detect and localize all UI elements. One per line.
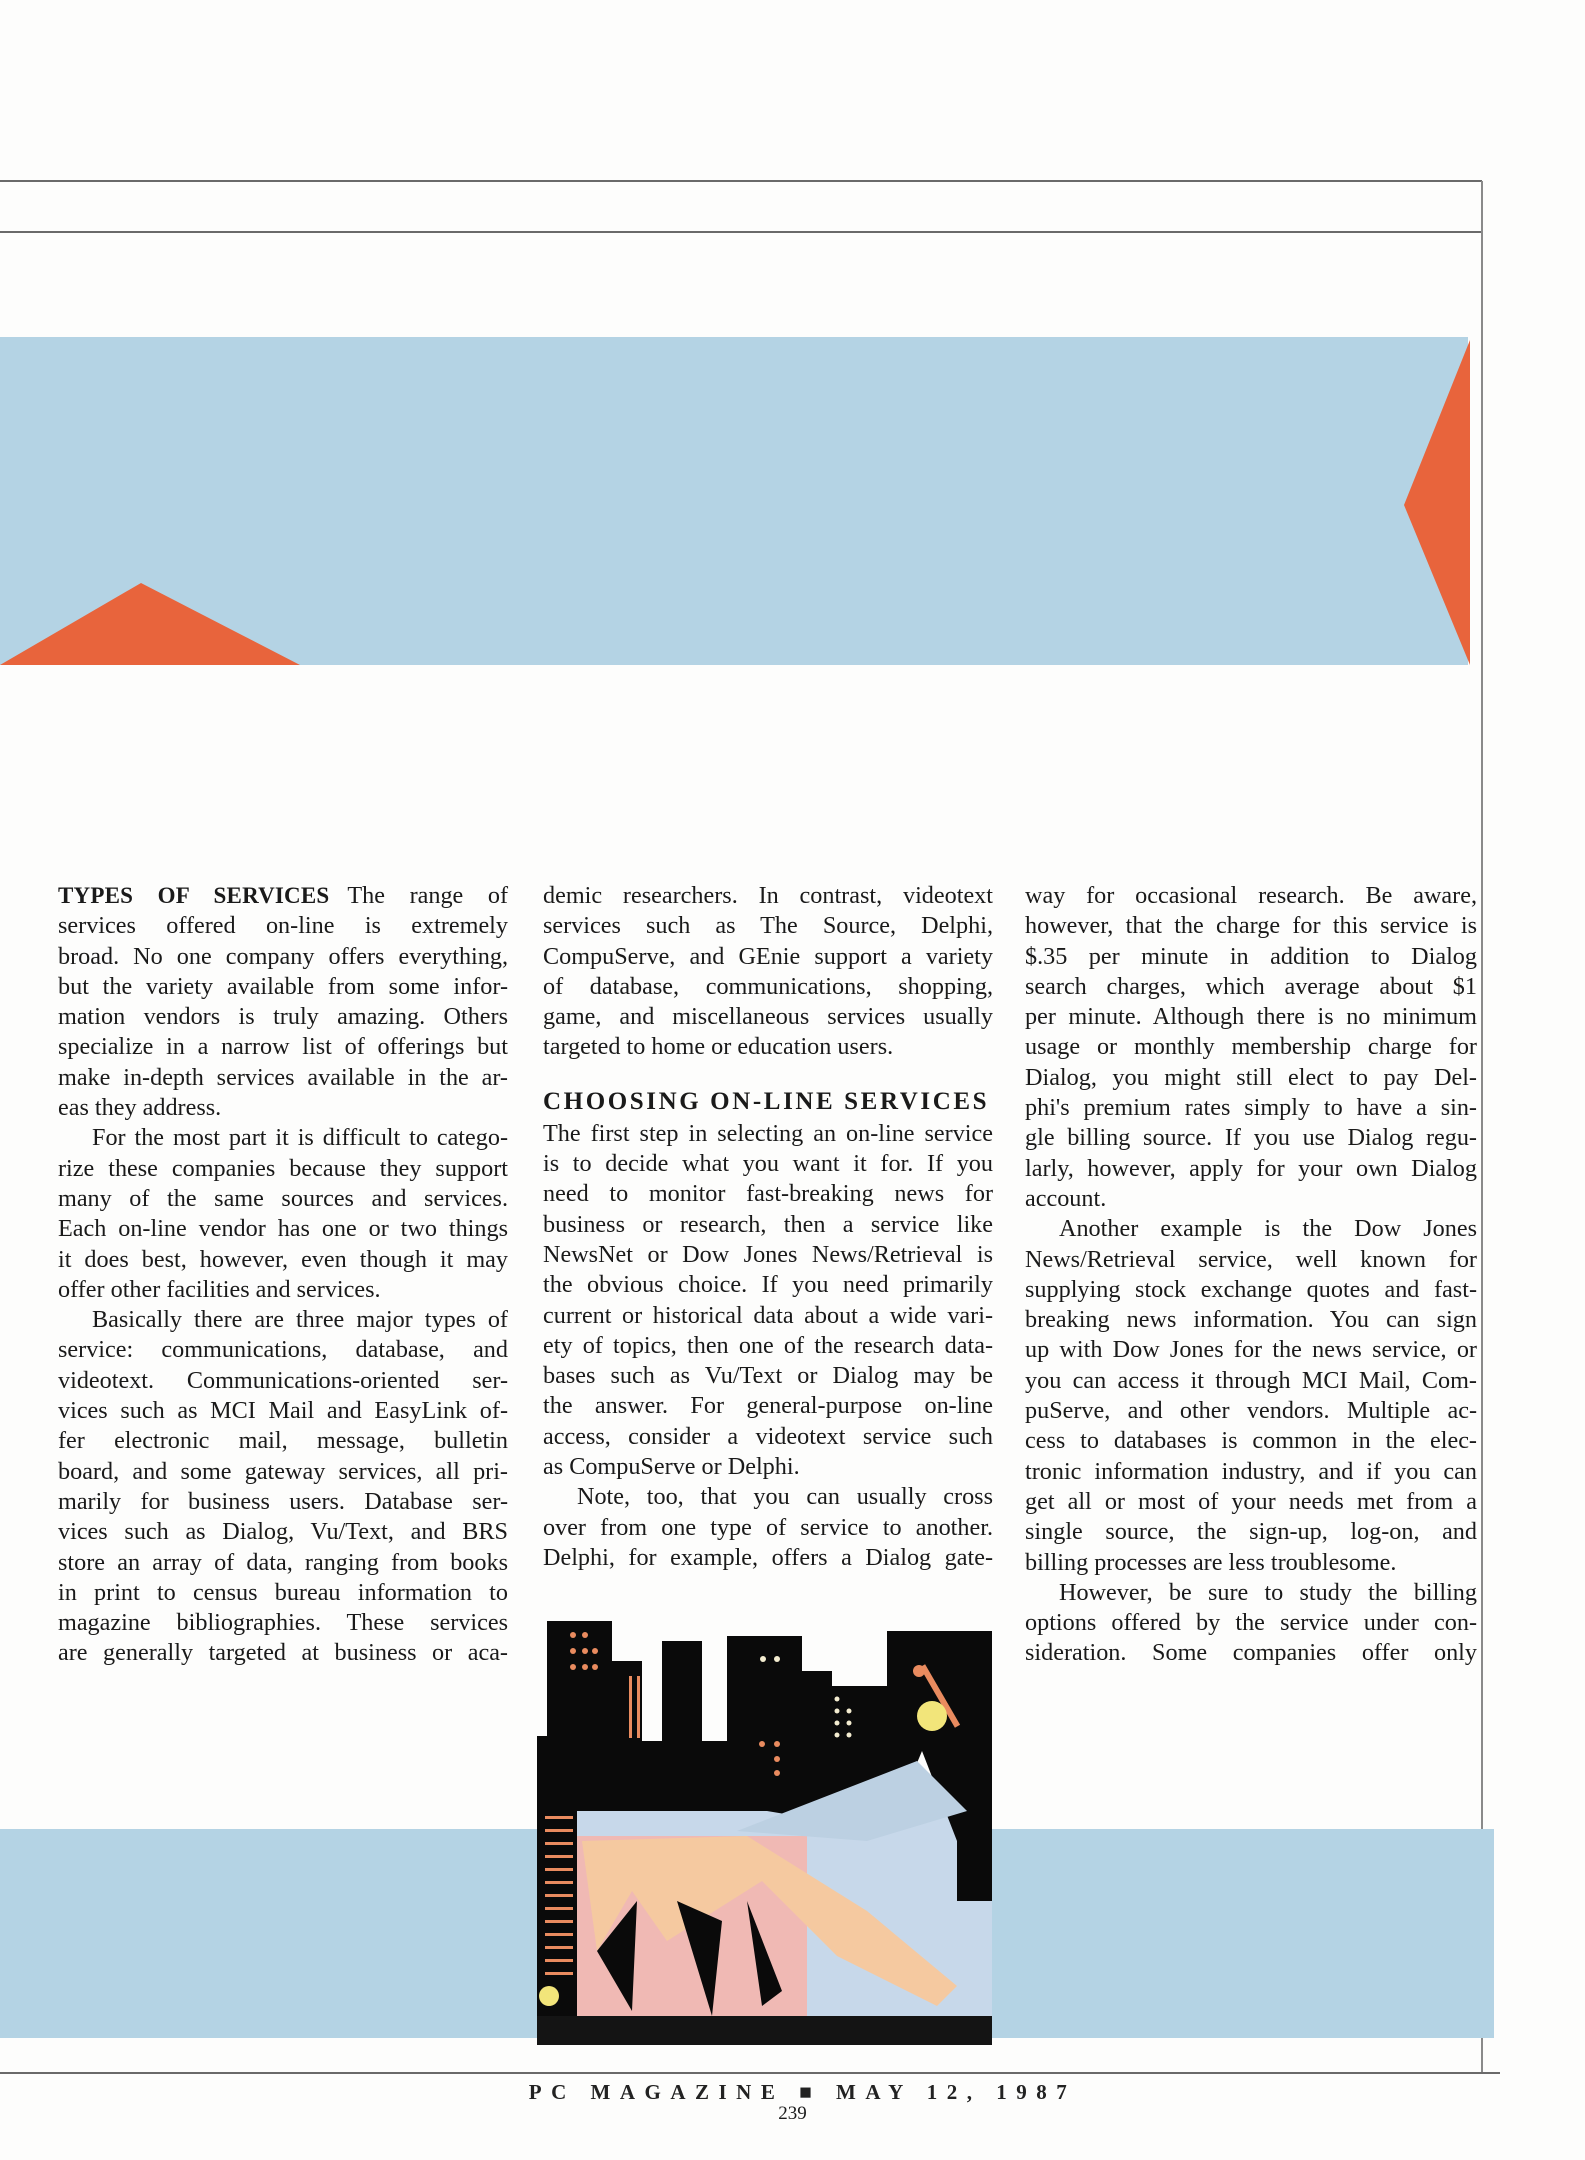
text-line: targeted to home or education users. (543, 1033, 894, 1061)
text-line: per minute. Although there is no minimum (1025, 1003, 1477, 1031)
text-line: broad. No one company offers everything, (58, 942, 508, 970)
text-line: is to decide what you want it for. If you (543, 1150, 993, 1178)
text-line: store an array of data, ranging from books (58, 1548, 508, 1576)
text-line: up with Dow Jones for the news service, or (1025, 1336, 1477, 1364)
text-line: tronic information industry, and if you can (1025, 1457, 1477, 1485)
text-line: $.35 per minute in addition to Dialog (1025, 942, 1477, 970)
text-column-3 (1025, 881, 1477, 1669)
city-skyline-hand-illustration (537, 1611, 992, 2045)
text-column-2 (543, 881, 993, 1573)
text-line: single source, the sign-up, log-on, and (1025, 1518, 1477, 1546)
text-line: Note, too, that you can usually cross (577, 1483, 993, 1511)
text-line: current or historical data about a wide vari- (543, 1301, 993, 1329)
text-line: but the variety available from some infor- (58, 972, 508, 1000)
text-line: search charges, which average about $1 (1025, 972, 1477, 1000)
bottom-rule (0, 2072, 1500, 2074)
text-line: of database, communications, shopping, (543, 972, 993, 1000)
text-line: videotext. Communications-oriented ser- (58, 1366, 508, 1394)
section-gap (543, 1063, 993, 1087)
text-line: way for occasional research. Be aware, (1025, 882, 1477, 909)
text-line: access, consider a videotext service such (543, 1422, 993, 1450)
page-number: 239 (778, 2103, 807, 2124)
text-line: offer other facilities and services. (58, 1275, 381, 1303)
text-line: board, and some gateway services, all pri- (58, 1457, 508, 1485)
text-line: the obvious choice. If you need primarily (543, 1271, 993, 1299)
text-line: marily for business users. Database ser- (58, 1487, 508, 1515)
text-line: specialize in a narrow list of offerings but (58, 1033, 508, 1061)
text-line: usage or monthly membership charge for (1025, 1033, 1477, 1061)
text-line: service: communications, database, and (58, 1336, 508, 1364)
text-line: For the most part it is difficult to catego- (92, 1124, 508, 1152)
text-line: Another example is the Dow Jones (1059, 1215, 1477, 1243)
text-line: ety of topics, then one of the research data- (543, 1331, 993, 1359)
text-line: vices such as MCI Mail and EasyLink of- (58, 1397, 508, 1425)
text-line: in print to census bureau information to (58, 1578, 508, 1606)
text-line: sideration. Some companies offer only (1025, 1639, 1477, 1667)
publication-line: PC MAGAZINE ■ MAY 12, 1987 (528, 2080, 1077, 2104)
text-line-content: The range of (347, 882, 509, 909)
text-line: however, that the charge for this service is (1025, 912, 1477, 940)
text-line: phi's premium rates simply to have a sin- (1025, 1094, 1477, 1122)
text-line: gle billing source. If you use Dialog regu- (1025, 1124, 1477, 1152)
text-line: supplying stock exchange quotes and fast- (1025, 1275, 1477, 1303)
text-line: cess to databases is common in the elec- (1025, 1427, 1477, 1455)
text-line: demic researchers. In contrast, videotext (543, 882, 993, 909)
text-line: bases such as Vu/Text or Dialog may be (543, 1362, 993, 1390)
text-line: get all or most of your needs met from a (1025, 1487, 1477, 1515)
text-line: puServe, and other vendors. Multiple ac- (1025, 1397, 1477, 1425)
run-in-heading: TYPES OF SERVICES (58, 883, 330, 908)
text-line: over from one type of service to another. (543, 1513, 993, 1541)
text-line: eas they address. (58, 1094, 222, 1122)
text-line: you can access it through MCI Mail, Com- (1025, 1366, 1477, 1394)
text-line: vices such as Dialog, Vu/Text, and BRS (58, 1518, 508, 1546)
orange-triangle-left (0, 583, 300, 665)
text-line: mation vendors is truly amazing. Others (58, 1003, 508, 1031)
text-line: services such as The Source, Delphi, (543, 912, 993, 940)
text-line: magazine bibliographies. These services (58, 1609, 508, 1637)
text-line: options offered by the service under con- (1025, 1609, 1477, 1637)
text-line: NewsNet or Dow Jones News/Retrieval is (543, 1240, 993, 1268)
text-line: Basically there are three major types of (92, 1306, 508, 1334)
text-line: it does best, however, even though it may (58, 1245, 508, 1273)
text-line: CompuServe, and GEnie support a variety (543, 942, 993, 970)
text-line: fer electronic mail, message, bulletin (58, 1427, 508, 1455)
text-line: rize these companies because they support (58, 1154, 508, 1182)
text-line: business or research, then a service like (543, 1210, 993, 1238)
text-line: However, be sure to study the billing (1059, 1578, 1477, 1606)
orange-triangle-right (1404, 340, 1470, 665)
text-line: Each on-line vendor has one or two things (58, 1215, 508, 1243)
page-footer (0, 2080, 1585, 2125)
text-line: breaking news information. You can sign (1025, 1306, 1477, 1334)
section-heading: CHOOSING ON-LINE SERVICES (543, 1087, 990, 1115)
text-line: Dialog, you might still elect to pay Del- (1025, 1063, 1477, 1091)
text-line: make in-depth services available in the ar- (58, 1063, 508, 1091)
text-line: are generally targeted at business or aca- (58, 1639, 508, 1667)
text-line: News/Retrieval service, well known for (1025, 1245, 1477, 1273)
text-line: The first step in selecting an on-line service (543, 1119, 993, 1147)
text-line: need to monitor fast-breaking news for (543, 1180, 993, 1208)
text-line: larly, however, apply for your own Dialog (1025, 1154, 1477, 1182)
decorative-triangles (0, 0, 1585, 700)
text-line: many of the same sources and services. (58, 1184, 508, 1212)
text-line: Delphi, for example, offers a Dialog gate- (543, 1543, 993, 1571)
text-line: the answer. For general-purpose on-line (543, 1392, 993, 1420)
text-line: as CompuServe or Delphi. (543, 1453, 800, 1481)
text-line: game, and miscellaneous services usually (543, 1003, 993, 1031)
text-line: services offered on-line is extremely (58, 912, 508, 940)
text-line (58, 881, 508, 911)
text-line: account. (1025, 1184, 1107, 1212)
text-column-1 (58, 881, 508, 1669)
text-line: billing processes are less troublesome. (1025, 1548, 1397, 1576)
